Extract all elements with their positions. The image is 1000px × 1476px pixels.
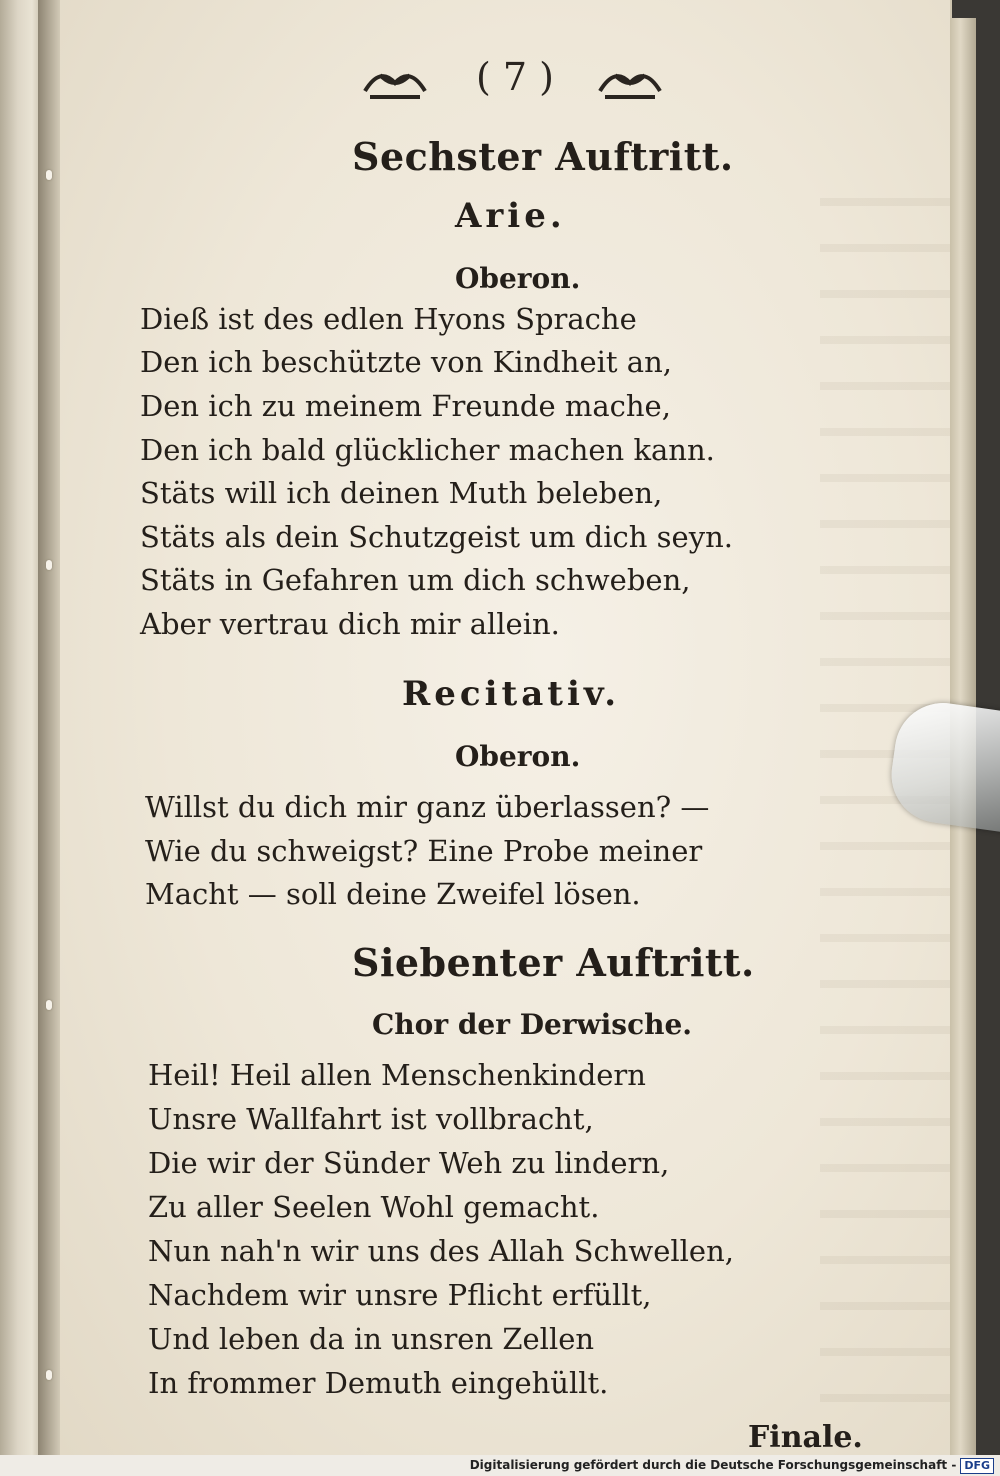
catchword: Finale. (748, 1420, 863, 1455)
chorus-heading: Chor der Derwische. (372, 1008, 693, 1041)
speaker-name: Oberon. (455, 740, 581, 773)
verse-line: Stäts in Gefahren um dich schweben, (140, 563, 691, 597)
verse-line: Die wir der Sünder Weh zu lindern, (148, 1146, 670, 1180)
verse-line: Dieß ist des edlen Hyons Sprache (140, 302, 637, 336)
flourish-ornament-right-icon (595, 61, 665, 103)
speaker-name: Oberon. (455, 262, 581, 295)
binding-stitch (46, 1000, 52, 1010)
verse-line: Aber vertrau dich mir allein. (140, 607, 560, 641)
verse-line: In frommer Demuth eingehüllt. (148, 1366, 609, 1400)
verse-line: Zu aller Seelen Wohl gemacht. (148, 1190, 600, 1224)
binding-stitch (46, 170, 52, 180)
left-page-edge (0, 0, 40, 1455)
dfg-logo-icon: DFG (960, 1458, 994, 1474)
page-header (350, 55, 680, 110)
page-number: ( 7 ) (476, 55, 554, 99)
verse-line: Und leben da in unsren Zellen (148, 1322, 595, 1356)
verse-line: Den ich zu meinem Freunde mache, (140, 389, 671, 423)
section-heading: Recitativ. (402, 674, 621, 714)
verse-line: Heil! Heil allen Menschenkindern (148, 1058, 646, 1092)
section-heading: Arie. (455, 196, 566, 236)
scene-heading: Siebenter Auftritt. (352, 940, 755, 985)
verse-line: Unsre Wallfahrt ist vollbracht, (148, 1102, 594, 1136)
verse-line: Willst du dich mir ganz überlassen? — (145, 790, 710, 824)
verse-line: Nachdem wir unsre Pflicht erfüllt, (148, 1278, 652, 1312)
verse-line: Stäts will ich deinen Muth beleben, (140, 476, 663, 510)
verse-line: Den ich bald glücklicher machen kann. (140, 433, 715, 467)
binding-stitch (46, 560, 52, 570)
verse-line: Nun nah'n wir uns des Allah Schwellen, (148, 1234, 734, 1268)
verse-line: Wie du schweigst? Eine Probe meiner (145, 834, 703, 868)
scene-heading: Sechster Auftritt. (352, 134, 734, 179)
flourish-ornament-left-icon (360, 61, 430, 103)
binding-stitch (46, 1370, 52, 1380)
footer-credit: Digitalisierung gefördert durch die Deutsche Forschungsgemeinschaft - (469, 1458, 957, 1472)
digitization-footer (0, 1455, 1000, 1476)
verse-line: Stäts als dein Schutzgeist um dich seyn. (140, 520, 733, 554)
verse-line: Macht — soll deine Zweifel lösen. (145, 877, 641, 911)
verse-line: Den ich beschützte von Kindheit an, (140, 345, 672, 379)
